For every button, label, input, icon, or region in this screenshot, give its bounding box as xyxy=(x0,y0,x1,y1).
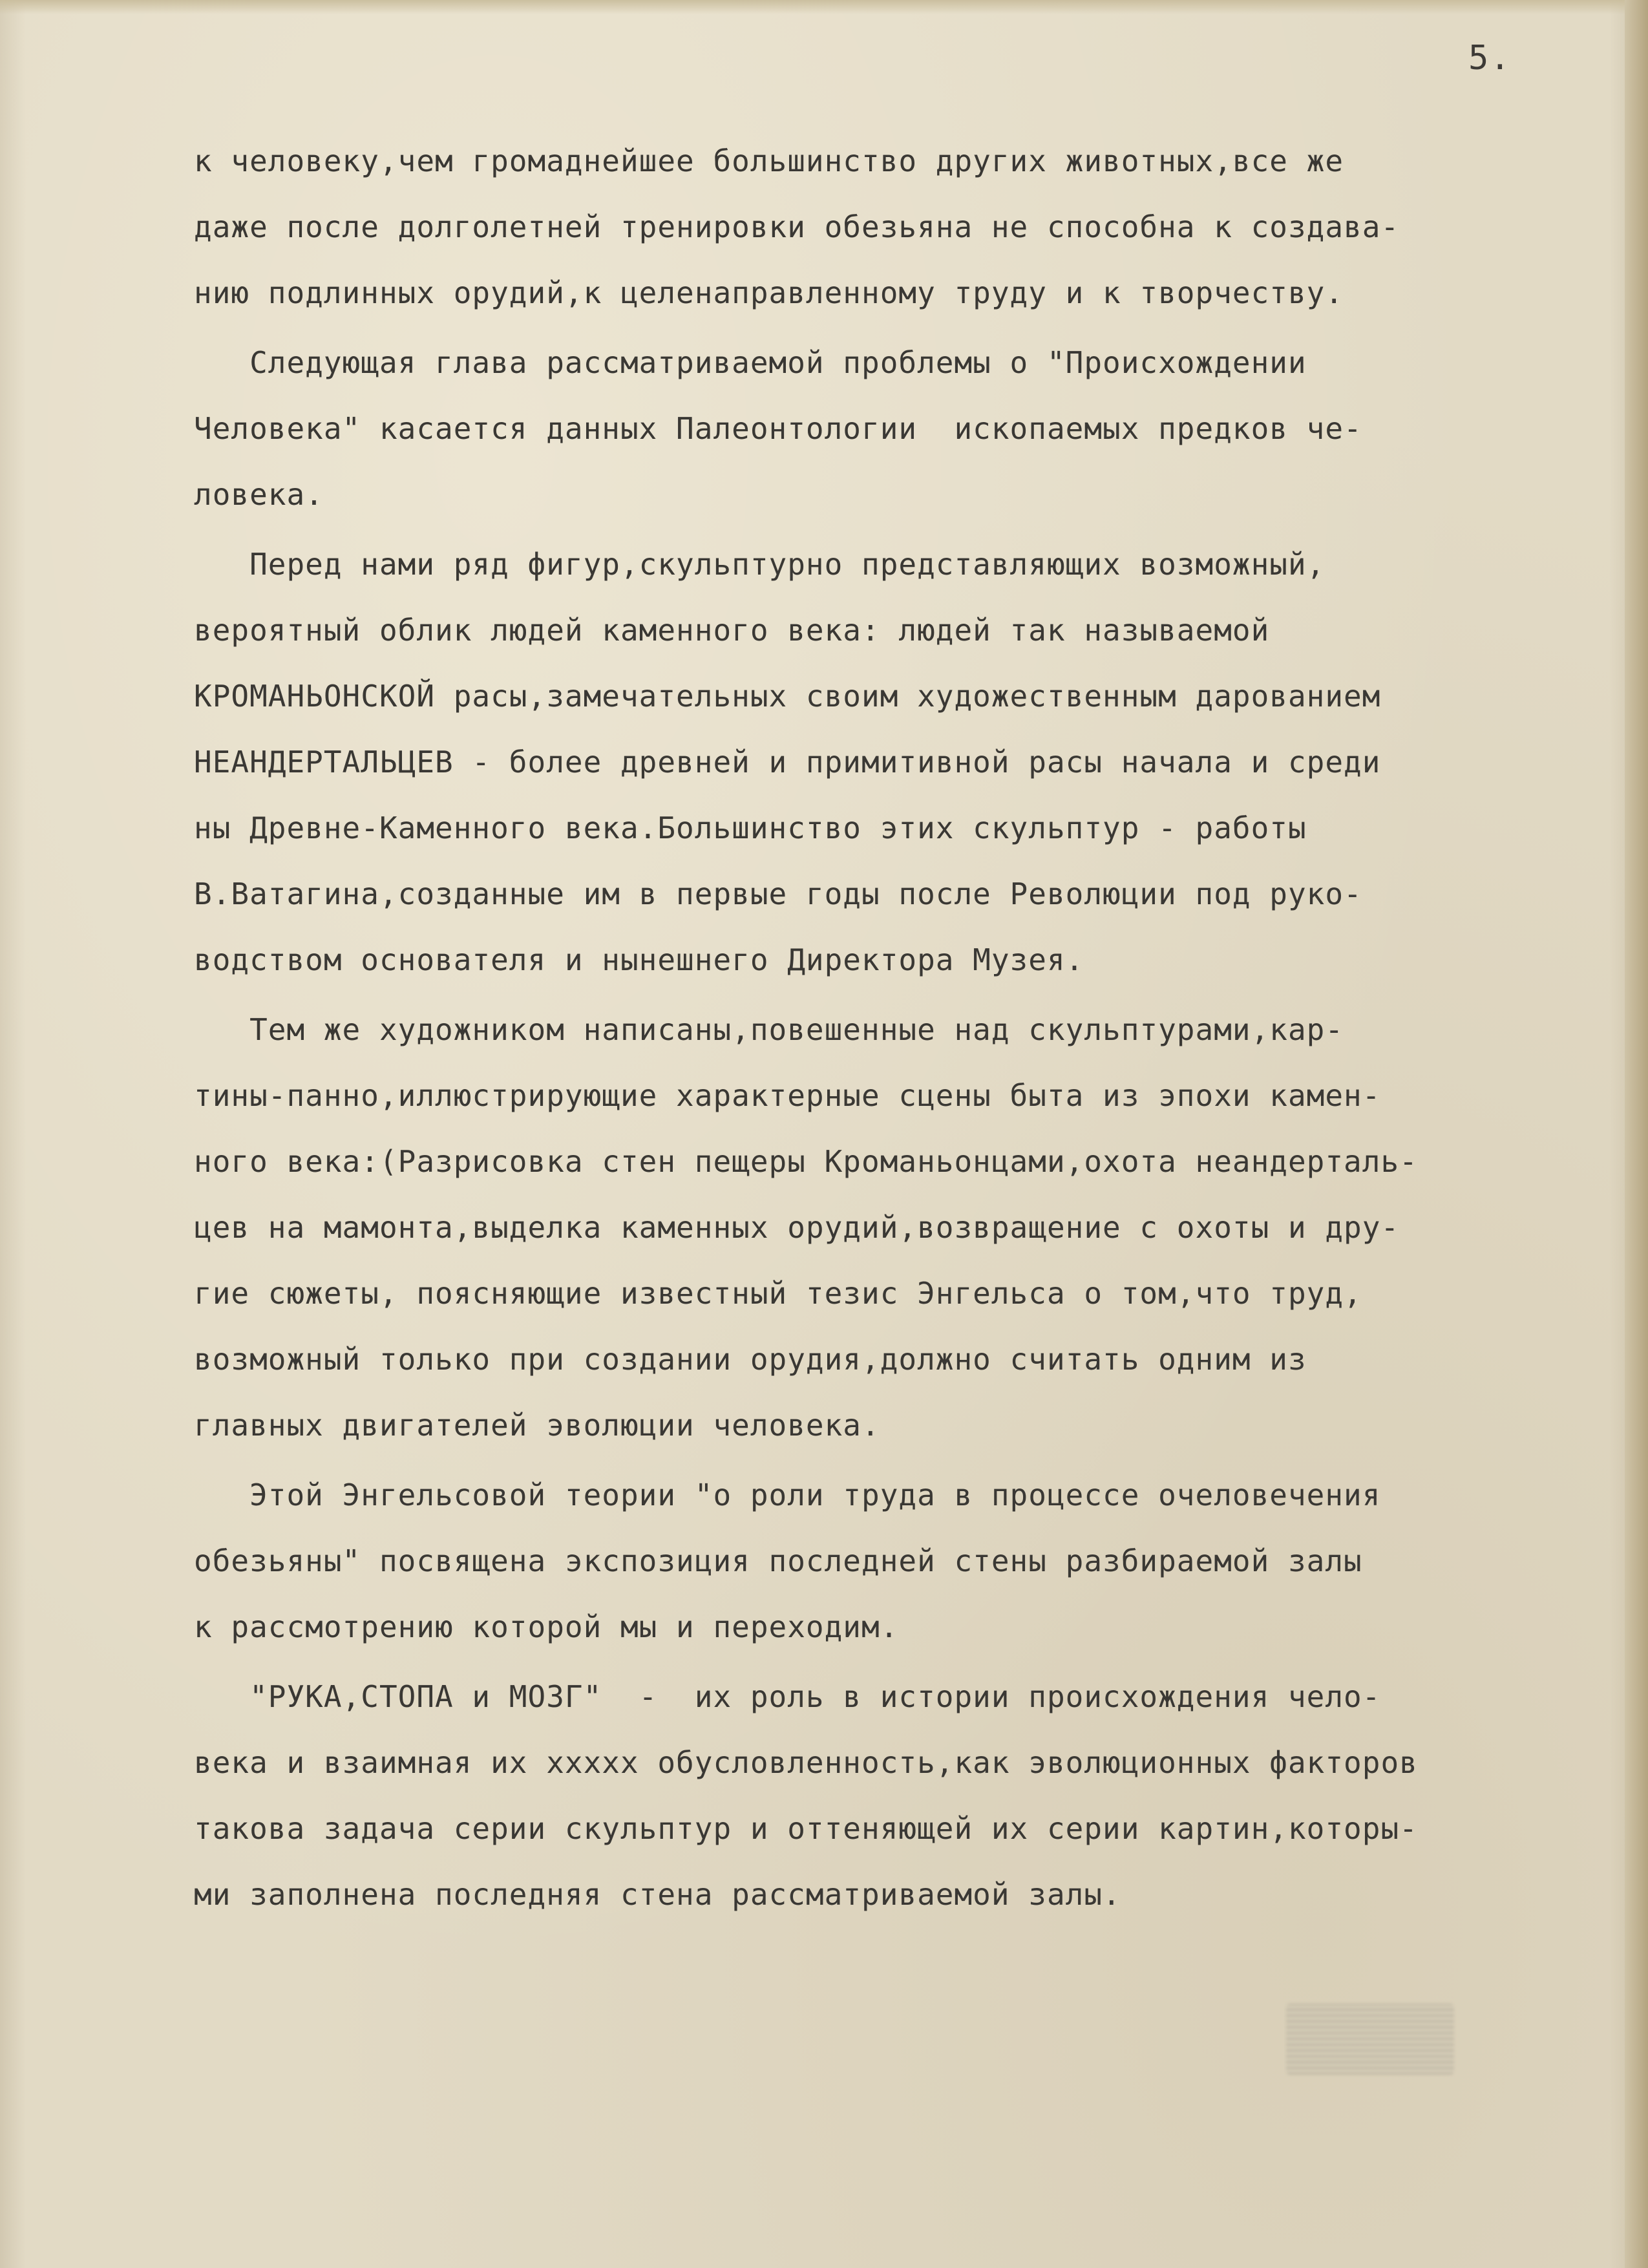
text-line: В.Ватагина,созданные им в первые годы после Революции под руко- xyxy=(194,876,1362,911)
paragraph-1 xyxy=(194,128,1616,326)
text-line: к человеку,чем громаднейшее большинство других животных,все же xyxy=(194,143,1344,178)
text-line: века и взаимная их ххххх обусловленность,как эволюционных факторов xyxy=(194,1745,1418,1780)
text-line: ловека. xyxy=(194,477,324,512)
text-line: Следующая глава рассматриваемой проблемы о "Происхождении xyxy=(194,345,1307,380)
paragraph-6 xyxy=(194,1664,1616,1927)
page-right-edge xyxy=(1625,0,1648,2268)
text-line: водством основателя и нынешнего Директора Музея. xyxy=(194,942,1084,977)
text-line: цев на мамонта,выделка каменных орудий,возвращение с охоты и дру- xyxy=(194,1210,1400,1245)
text-line: Человека" касается данных Палеонтологии ископаемых предков че- xyxy=(194,411,1362,446)
text-line: главных двигателей эволюции человека. xyxy=(194,1408,880,1443)
typewritten-text xyxy=(194,128,1616,1927)
paragraph-2 xyxy=(194,330,1616,527)
text-line: ны Древне-Каменного века.Большинство этих скульптур - работы xyxy=(194,811,1307,845)
text-line: тины-панно,иллюстрирующие характерные сцены быта из эпохи камен- xyxy=(194,1078,1381,1113)
faded-stamp-mark xyxy=(1286,2004,1454,2075)
text-line: к рассмотрению которой мы и переходим. xyxy=(194,1609,899,1644)
text-line: гие сюжеты, поясняющие известный тезис Энгельса о том,что труд, xyxy=(194,1276,1362,1311)
page-number: 5. xyxy=(1468,39,1512,78)
text-line: даже после долголетней тренировки обезьяна не способна к создава- xyxy=(194,209,1400,244)
text-line: ми заполнена последняя стена рассматриваемой залы. xyxy=(194,1877,1121,1912)
text-line: КРОМАНЬОНСКОЙ расы,замечательных своим художественным дарованием xyxy=(194,679,1381,714)
text-line: ного века:(Разрисовка стен пещеры Кроманьонцами,охота неандерталь- xyxy=(194,1144,1418,1179)
text-line: НЕАНДЕРТАЛЬЦЕВ - более древней и примитивной расы начала и среди xyxy=(194,745,1381,779)
text-line: Перед нами ряд фигур,скульптурно представляющих возможный, xyxy=(194,547,1326,582)
text-line: Этой Энгельсовой теории "о роли труда в процессе очеловечения xyxy=(194,1478,1381,1512)
text-line: "РУКА,СТОПА и МОЗГ" - их роль в истории происхождения чело- xyxy=(194,1679,1381,1714)
paragraph-4 xyxy=(194,997,1616,1458)
text-line: вероятный облик людей каменного века: людей так называемой xyxy=(194,613,1270,648)
text-line: возможный только при создании орудия,должно считать одним из xyxy=(194,1342,1307,1377)
text-line: обезьяны" посвящена экспозиция последней стены разбираемой залы xyxy=(194,1543,1362,1578)
text-line: Тем же художником написаны,повешенные над скульптурами,кар- xyxy=(194,1012,1344,1047)
paragraph-5 xyxy=(194,1462,1616,1660)
text-line: такова задача серии скульптур и оттеняющей их серии картин,которы- xyxy=(194,1811,1418,1846)
text-line: нию подлинных орудий,к целенаправленному труду и к творчеству. xyxy=(194,275,1344,310)
paragraph-3 xyxy=(194,531,1616,993)
page-top-edge xyxy=(0,0,1648,14)
